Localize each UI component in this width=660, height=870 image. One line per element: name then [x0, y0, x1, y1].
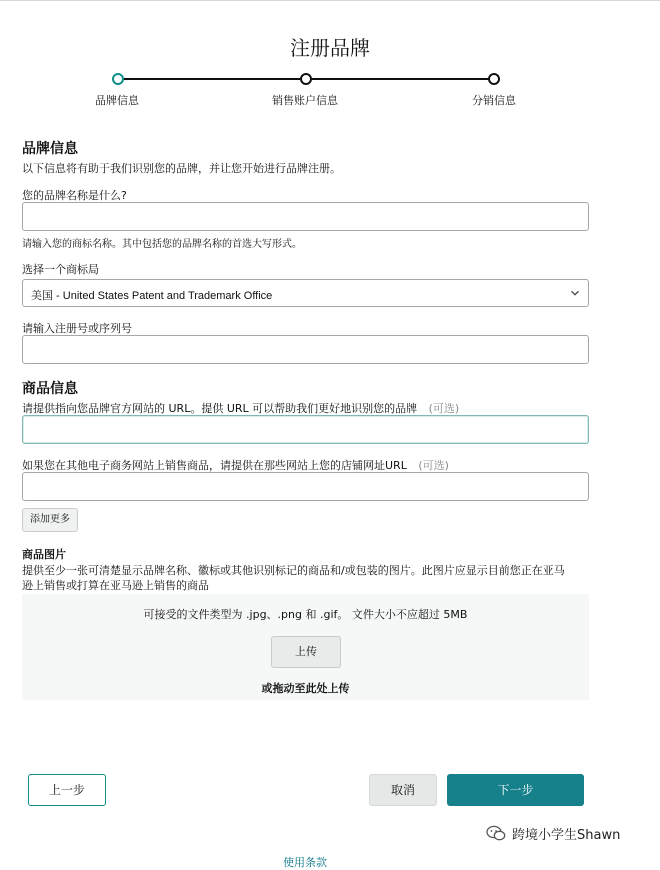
- store-url-label: [22, 457, 449, 473]
- upload-button[interactable]: 上传: [271, 636, 341, 668]
- brand-url-label: [22, 400, 459, 416]
- previous-button[interactable]: 上一步: [28, 774, 106, 806]
- step-1-dot: [112, 73, 124, 85]
- step-3-label: 分销信息: [472, 94, 516, 107]
- cancel-button[interactable]: 取消: [369, 774, 437, 806]
- trademark-office-value: 美国 - United States Patent and Trademark Office: [31, 290, 273, 302]
- drag-upload-text: 或拖动至此处上传: [261, 682, 350, 695]
- next-button[interactable]: 下一步: [447, 774, 584, 806]
- store-url-input[interactable]: [22, 472, 589, 501]
- brand-name-input[interactable]: [22, 202, 589, 231]
- step-3-dot: [488, 73, 500, 85]
- brand-info-intro: 以下信息将有助于我们识别您的品牌，并让您开始进行品牌注册。: [22, 162, 341, 175]
- trademark-office-label: 选择一个商标局: [22, 263, 99, 276]
- store-url-label-text: 如果您在其他电子商务网站上销售商品，请提供在那些网站上您的店铺网址URL: [22, 459, 407, 472]
- wechat-icon: [486, 825, 506, 842]
- image-upload-dropzone[interactable]: [22, 594, 589, 700]
- wechat-watermark: [486, 822, 620, 844]
- add-more-button[interactable]: 添加更多: [22, 508, 78, 532]
- progress-stepper: [0, 72, 660, 112]
- chevron-down-icon: [570, 288, 580, 298]
- brand-name-hint: 请输入您的商标名称。其中包括您的品牌名称的首选大写形式。: [22, 239, 302, 250]
- trademark-office-select[interactable]: [22, 279, 589, 307]
- brand-name-label: 您的品牌名称是什么?: [22, 189, 127, 202]
- product-image-desc-line-2: 逊上销售或打算在亚马逊上销售的商品: [22, 579, 209, 592]
- step-1-label: 品牌信息: [95, 94, 139, 107]
- product-image-desc-line-1: 提供至少一张可清楚显示品牌名称、徽标或其他识别标记的商品和/或包装的图片。此图片应显示目前您正在亚马: [22, 564, 565, 577]
- step-2-label: 销售账户信息: [272, 94, 338, 107]
- page-title: 注册品牌: [290, 36, 370, 60]
- file-type-info: 可接受的文件类型为 .jpg、.png 和 .gif。 文件大小不应超过 5MB: [143, 608, 468, 621]
- store-url-optional: (可选): [418, 459, 449, 472]
- registration-number-input[interactable]: [22, 335, 589, 364]
- terms-of-use-link[interactable]: 使用条款: [283, 856, 327, 869]
- brand-info-heading: 品牌信息: [22, 141, 78, 157]
- registration-number-label: 请输入注册号或序列号: [22, 322, 132, 335]
- brand-url-label-text: 请提供指向您品牌官方网站的 URL。提供 URL 可以帮助我们更好地识别您的品牌: [22, 402, 418, 415]
- product-info-heading: 商品信息: [22, 381, 78, 397]
- product-image-heading: 商品图片: [22, 548, 66, 561]
- brand-url-input[interactable]: [22, 415, 589, 444]
- watermark-text: 跨境小学生Shawn: [512, 827, 621, 843]
- step-2-dot: [300, 73, 312, 85]
- top-divider: [0, 0, 660, 1]
- brand-url-optional: (可选): [428, 402, 460, 415]
